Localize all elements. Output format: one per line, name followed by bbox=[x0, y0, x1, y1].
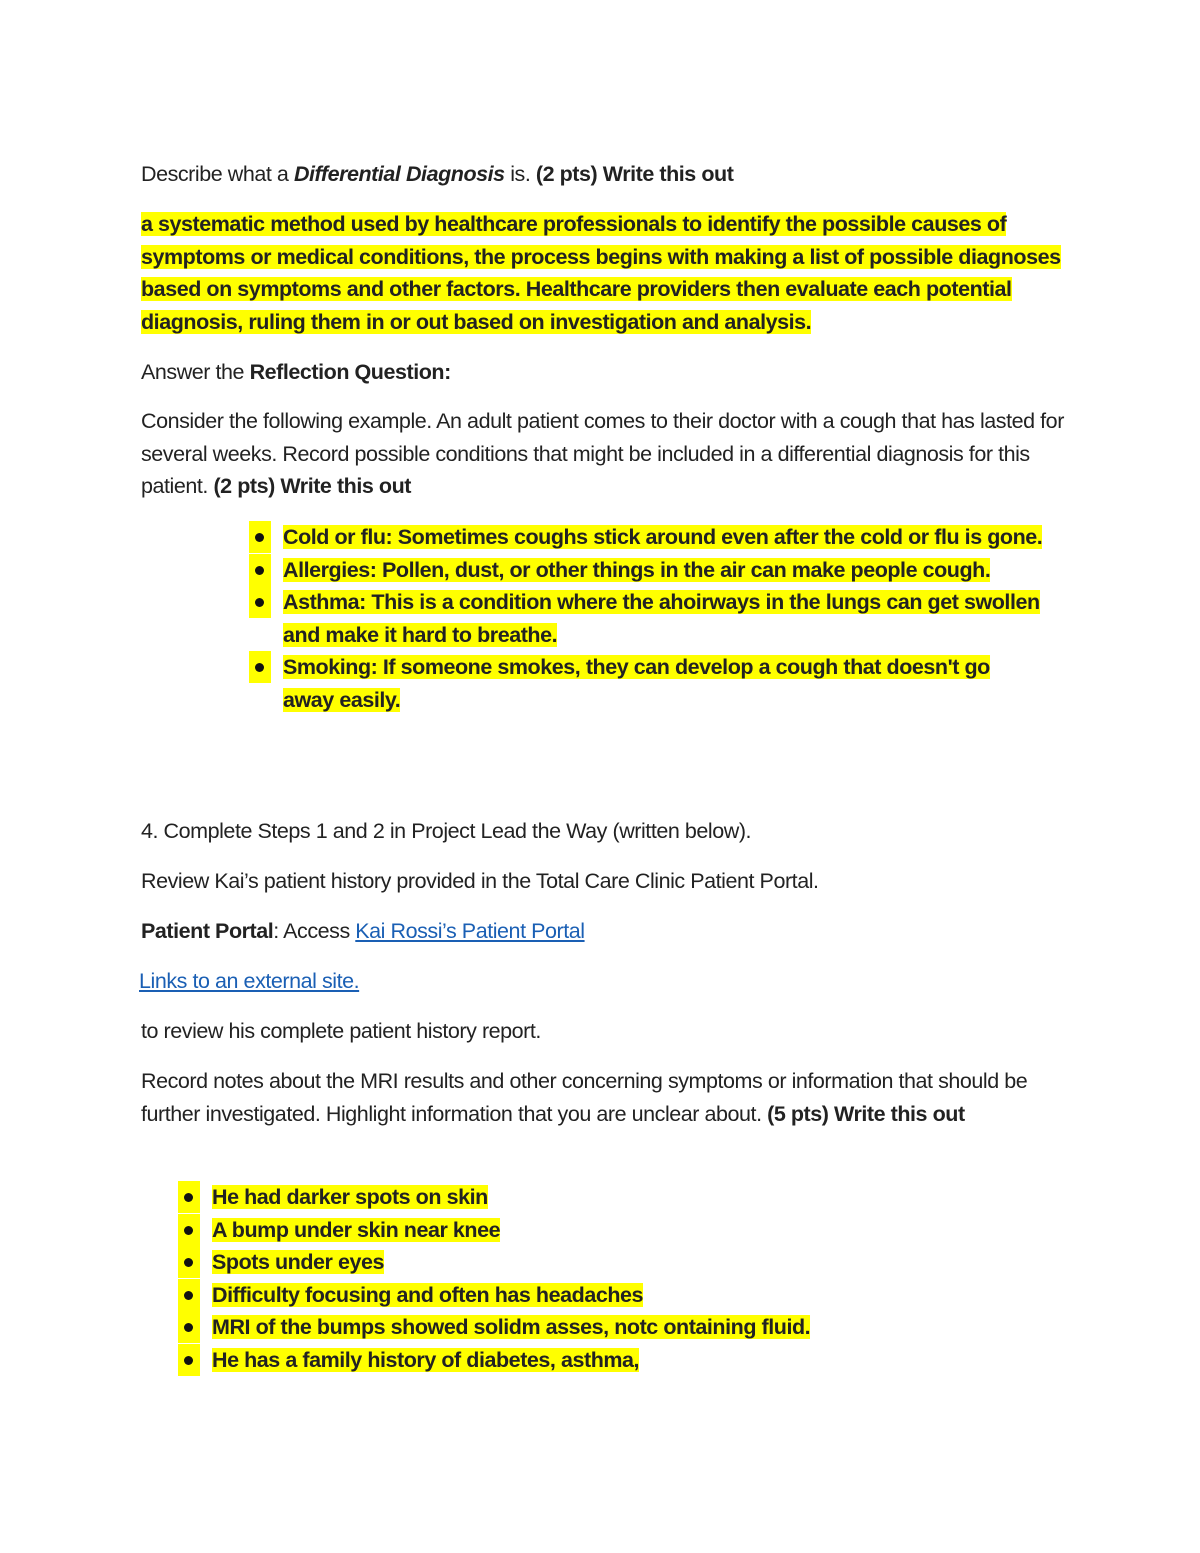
question-text-suffix: is. bbox=[504, 162, 536, 186]
bullet-icon bbox=[249, 586, 271, 618]
list-item-text: Spots under eyes bbox=[212, 1250, 385, 1274]
list-item-text: Difficulty focusing and often has headaches bbox=[212, 1282, 644, 1307]
reflection-answer-list bbox=[283, 521, 1043, 716]
patient-portal-link[interactable]: Kai Rossi’s Patient Portal bbox=[355, 919, 585, 943]
list-item-text: He had darker spots on skin bbox=[212, 1185, 488, 1209]
bullet-icon bbox=[249, 554, 271, 586]
patient-portal-label: Patient Portal bbox=[141, 919, 274, 943]
external-site-link[interactable]: Links to an external site. bbox=[139, 969, 360, 993]
list-item bbox=[212, 1214, 1032, 1247]
notes-list bbox=[212, 1181, 1032, 1376]
list-item bbox=[283, 521, 1043, 554]
list-item bbox=[212, 1246, 1032, 1279]
list-item bbox=[212, 1181, 1032, 1214]
answer-differential-diagnosis bbox=[141, 208, 1061, 338]
term-differential-diagnosis: Differential Diagnosis bbox=[293, 162, 505, 186]
reflection-heading bbox=[141, 356, 1071, 389]
list-item bbox=[212, 1344, 1032, 1377]
bullet-icon bbox=[178, 1279, 200, 1311]
question-text: Describe what a bbox=[141, 162, 294, 186]
list-item-text: Smoking: If someone smokes, they can develop a cough that doesn't go away easily. bbox=[283, 655, 990, 712]
bullet-icon bbox=[178, 1246, 200, 1278]
bullet-icon bbox=[249, 521, 271, 553]
patient-portal-text: : Access bbox=[273, 919, 356, 943]
bullet-icon bbox=[178, 1344, 200, 1376]
bullet-icon bbox=[249, 651, 271, 683]
list-item bbox=[283, 586, 1043, 651]
bullet-icon bbox=[178, 1311, 200, 1343]
points-label: (5 pts) Write this out bbox=[767, 1101, 965, 1126]
list-item bbox=[283, 651, 1043, 716]
points-label: (2 pts) Write this out bbox=[213, 474, 411, 498]
list-item-text: He has a family history of diabetes, asthma, bbox=[212, 1347, 640, 1372]
bullet-icon bbox=[178, 1214, 200, 1246]
list-item-text: MRI of the bumps showed solidm asses, notc ontaining fluid. bbox=[212, 1315, 811, 1339]
reflection-prefix: Answer the bbox=[141, 360, 250, 384]
list-item bbox=[212, 1311, 1032, 1344]
list-item-text: Allergies: Pollen, dust, or other things in the air can make people cough. bbox=[283, 557, 991, 582]
bullet-icon bbox=[178, 1181, 200, 1213]
reflection-prompt bbox=[141, 405, 1066, 503]
step4-review: Review Kai’s patient history provided in the Total Care Clinic Patient Portal. bbox=[141, 869, 819, 893]
list-item bbox=[283, 554, 1043, 587]
question-differential-diagnosis bbox=[141, 158, 1071, 191]
step4-title: 4. Complete Steps 1 and 2 in Project Lead the Way (written below). bbox=[141, 819, 752, 843]
record-text: Record notes about the MRI results and other concerning symptoms or information that should be further investigated. Highlight information that you are unclear about. bbox=[141, 1069, 1028, 1126]
reflection-prompt-text: Consider the following example. An adult patient comes to their doctor with a cough that has lasted for several weeks. Record possible conditions that might be included in a differential diagnosis for this patient. bbox=[141, 409, 1064, 498]
external-link-line bbox=[139, 965, 1069, 998]
review-tail-text: to review his complete patient history report. bbox=[141, 1019, 541, 1043]
reflection-label: Reflection Question: bbox=[249, 360, 451, 384]
highlighted-answer: a systematic method used by healthcare professionals to identify the possible causes of symptoms or medical conditions, the process begins with making a list of possible diagnoses based on symptoms and other factors. Healthcare providers then evaluate each potential diagnosis, ruling them in or out based on investigation and analysis. bbox=[141, 212, 1061, 334]
list-item bbox=[212, 1279, 1032, 1312]
list-item-text: A bump under skin near knee bbox=[212, 1217, 501, 1242]
patient-portal-line bbox=[141, 915, 1071, 948]
list-item-text: Asthma: This is a condition where the ahoirways in the lungs can get swollen and make it hard to breathe. bbox=[283, 590, 1040, 647]
points-label: (2 pts) Write this out bbox=[535, 162, 734, 186]
record-instructions bbox=[141, 1065, 1066, 1130]
list-item-text: Cold or flu: Sometimes coughs stick around even after the cold or flu is gone. bbox=[283, 525, 1043, 549]
